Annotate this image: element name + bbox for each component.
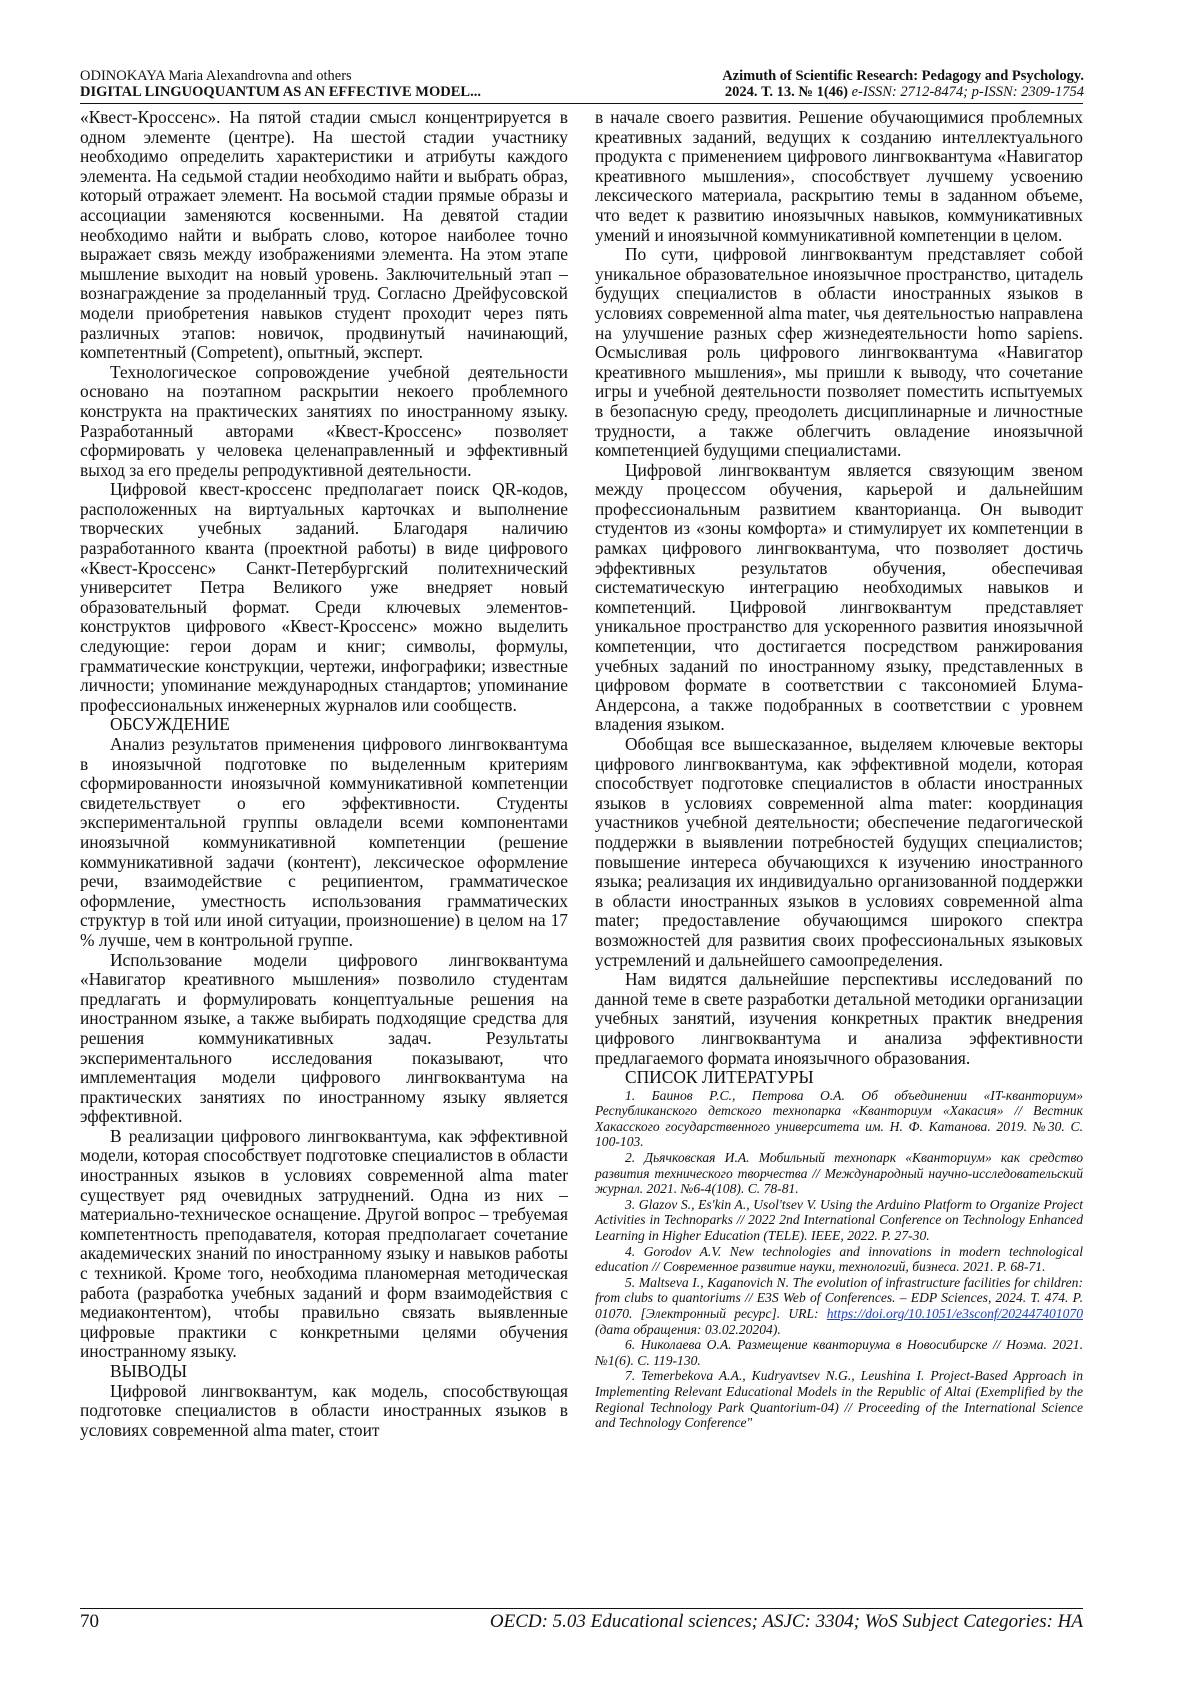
header-volume: 2024. Т. 13. № 1(46) (724, 84, 848, 100)
header-volume-line (524, 84, 1084, 100)
header-author: ODINOKAYA Maria Alexandrovna and others (80, 68, 352, 84)
section-heading-conclusions: ВЫВОДЫ (110, 1361, 188, 1381)
header-rule (80, 103, 1083, 104)
paragraph: Цифровой квест-кроссенс предполагает поиск QR-кодов, расположенных на виртуальных карточках и выполнение творческих учебных заданий. Благодаря наличию разработанного кванта (проектной работы) в виде цифрового «Квест-Кроссенс» Санкт-Петербургский политехнический университет Петра Великого уже внедряет новый образовательный формат. Среди ключевых элементов-конструктов цифрового «Квест-Кроссенс» можно выделить следующие: герои дорам и книг; символы, формулы, грамматические конструкции, чертежи, инфографики; известные личности; упоминание международных стандартов; упоминание профессиональных инженерных журналов или сообществ. (80, 479, 568, 715)
paragraph: Использование модели цифрового лингвоквантума «Навигатор креативного мышления» позволило студентам предлагать и формулировать концептуальные решения на иностранном языке, а также выбирать подходящие средства для решения коммуникативных задач. Результаты экспериментального исследования показывают, что имплементация модели цифрового лингвоквантума на практических занятиях по иностранному языку является эффективной. (80, 949, 568, 1127)
paragraph: Цифровой лингвоквантум является связующим звеном между процессом обучения, карьерой и дальнейшим профессиональным развитием кванторианца. Он выводит студентов из «зоны комфорта» и стимулирует их компетенции в рамках цифрового лингвоквантума, что позволяет достичь эффективных результатов обучения, обеспечивая систематическую интеграцию необходимых навыков и компетенций. Цифровой лингвоквантум представляет уникальное пространство для ускоренного развития иноязычной компетенции, что достигается посредством ранжирования учебных заданий по иностранному языку, представленных в цифровом формате в соответствии с таксономией Блума-Андерсона, а также подобранных в соответствии с уровнем владения языком. (595, 459, 1083, 735)
reference-item: 4. Gorodov A.V. New technologies and innovations in modern technological education // Современное развитие науки, технологий, бизнеса. 2021. P. 68-71. (595, 1243, 1083, 1275)
header-article-title: DIGITAL LINGUOQUANTUM AS AN EFFECTIVE MODEL... (80, 84, 481, 100)
section-heading-references: СПИСОК ЛИТЕРАТУРЫ (625, 1067, 814, 1088)
footer-classification: OECD: 5.03 Educational sciences; ASJC: 3304; WoS Subject Categories: HA (489, 1611, 1083, 1632)
paragraph: По сути, цифровой лингвоквантум представляет собой уникальное образовательное иноязычное пространство, цитадель будущих специалистов в области иностранных языков в условиях современной alma mater, чья деятельностью направлена на улучшение разных сфер жизнедеятельности homo sapiens. Осмысливая роль цифрового лингвоквантума «Навигатор креативного мышления», мы пришли к выводу, что сочетание игры и учебной деятельности позволяет поместить испытуемых в безопасную среду, преодолеть дисциплинарные и личностные трудности, а также облегчить овладение иноязычной компетенцией будущими специалистами. (595, 244, 1083, 461)
running-header-right (524, 68, 1084, 100)
paragraph: Нам видятся дальнейшие перспективы исследований по данной теме в свете разработки детальной методики организации учебных занятий, изучения конкретных практик внедрения цифрового лингвоквантума и анализа эффективности предлагаемого формата иноязычного образования. (595, 969, 1083, 1068)
header-issn: e-ISSN: 2712-8474; p-ISSN: 2309-1754 (851, 84, 1084, 100)
paragraph: Технологическое сопровождение учебной деятельности основано на поэтапном раскрытии некоего проблемного конструкта на практических занятиях по иностранному языку. Разработанный авторами «Квест-Кроссенс» позволяет сформировать у человека целенаправленный и эффективный выход за его пределы репродуктивной деятельности. (80, 361, 568, 480)
reference-item: 6. Николаева О.А. Размещение кванториума в Новосибирске // Ноэма. 2021. №1(6). С. 119-130. (595, 1337, 1083, 1368)
paragraph: Цифровой лингвоквантум, как модель, способствующая подготовке специалистов в области иностранных языков в условиях современной alma mater, стоит (80, 1380, 568, 1440)
reference-text: 5. Maltseva I., Kaganovich N. The evolution of infrastructure facilities for children: from clubs to quantoriums // E3S Web of Conferences. – EDP Sciences, 2024. Т. 474. Р. 01070. [Электронный ресурс]. URL: (595, 1274, 1083, 1321)
reference-item: 7. Temerbekova A.A., Kudryavtsev N.G., Leushina I. Project-Based Approach in Implementing Relevant Educational Models in the Republic of Altai (Exemplified by the Regional Technology Park Quantorium-04) // Proceeding of the International Science and Technology Conference" (595, 1368, 1083, 1431)
reference-item: 1. Баинов Р.С., Петрова О.А. Об объединении «IT-кванториум» Республиканского детского технопарка «Кванториум «Хакасия» // Вестник Хакасского государственного университета им. Н. Ф. Катанова. 2019. №30. С. 100-103. (595, 1087, 1083, 1150)
doi-link[interactable]: https://doi.org/10.1051/e3sconf/202447401070 (826, 1306, 1083, 1321)
paragraph: Анализ результатов применения цифрового лингвоквантума в иноязычной подготовке по выделенным критериям сформированности иноязычной коммуникативной компетенции свидетельствует о его эффективности. Студенты экспериментальной группы овладели всеми компонентами иноязычной коммуникативной компетенции (решение коммуникативной задачи (контент), лексическое оформление речи, взаимодействие с реципиентом, грамматическое оформление, уместность использования грамматических структур в той или иной ситуации, произношение) в целом на 17 % лучше, чем в контрольной группе. (80, 734, 568, 950)
reference-text: (дата обращения: 03.02.20204). (595, 1321, 781, 1337)
running-header-left (80, 68, 580, 100)
reference-list (595, 1088, 1083, 1431)
header-journal: Azimuth of Scientific Research: Pedagogy and Psychology. (722, 68, 1084, 84)
left-column (80, 108, 568, 1440)
reference-item: 2. Дьячковская И.А. Мобильный технопарк «Кванториум» как средство развития технического творчества // Международный научно-исследовательский журнал. 2021. №6-4(108). С. 78-81. (595, 1150, 1083, 1197)
page-number: 70 (80, 1611, 99, 1632)
paragraph: в начале своего развития. Решение обучающимися проблемных креативных заданий, ведущих к созданию интеллектуального продукта с применением цифрового лингвоквантума «Навигатор креативного мышления», способствует лучшему усвоению лексического материала, раскрытию темы в заданном объеме, что ведет к развитию иноязычных навыков, коммуникативных умений и иноязычной коммуникативной компетенции в целом. (595, 107, 1083, 245)
section-heading-discussion: ОБСУЖДЕНИЕ (110, 714, 230, 735)
paragraph: «Квест-Кроссенс». На пятой стадии смысл концентрируется в одном элементе (центре). На шестой стадии участнику необходимо определить характеристики и атрибуты каждого элемента. На седьмой стадии необходимо найти и выбрать образ, который отражает элемент. На восьмой стадии прямые образы и ассоциации заменяются косвенными. На девятой стадии необходимо найти и выбрать слово, которое наиболее точно выражает связь между изображениями элемента. На этом этапе мышление выходит на новый уровень. Заключительный этап – вознаграждение за проделанный труд. Согласно Дрейфусовской модели приобретения навыков студент проходит через пять различных этапов: новичок, продвинутый начинающий, компетентный (Competent), опытный, эксперт. (80, 107, 568, 363)
reference-item (595, 1275, 1083, 1337)
reference-item: 3. Glazov S., Es'kin A., Usol'tsev V. Using the Arduino Platform to Organize Project Activities in Technoparks // 2022 2nd International Conference on Technology Enhanced Learning in Higher Education (TELE). IEEE, 2022. P. 27-30. (595, 1196, 1083, 1244)
footer-rule (80, 1608, 1083, 1609)
paragraph: В реализации цифрового лингвоквантума, как эффективной модели, которая способствует подготовке специалистов в области иностранных языков в условиях современной alma mater существует ряд очевидных затруднений. Одна из них – материально-техническое оснащение. Другой вопрос – требуемая компетентность преподавателя, которая предполагает сочетание академических знаний по иностранному языку и навыков работы с техникой. Кроме того, необходима планомерная методическая работа (разработка учебных заданий и форм взаимодействия с медиаконтентом), чтобы правильно связать выявленные цифровые практики с конкретными целями обучения иностранному языку. (80, 1125, 568, 1362)
right-column (595, 108, 1083, 1431)
paragraph: Обобщая все вышесказанное, выделяем ключевые векторы цифрового лингвоквантума, как эффективной модели, которая способствует подготовке специалистов в области иностранных языков в условиях современной alma mater: координация участников учебной деятельности; обеспечение педагогической поддержки в выявлении потребностей будущих специалистов; повышение интереса обучающихся к изучению иностранного языка; реализация их индивидуально организованной поддержки в области иностранных языков в условиях современной alma mater; предоставление обучающимся широкого спектра возможностей для развития своих профессиональных языковых устремлений и дальнейшего самоопределения. (595, 734, 1083, 970)
